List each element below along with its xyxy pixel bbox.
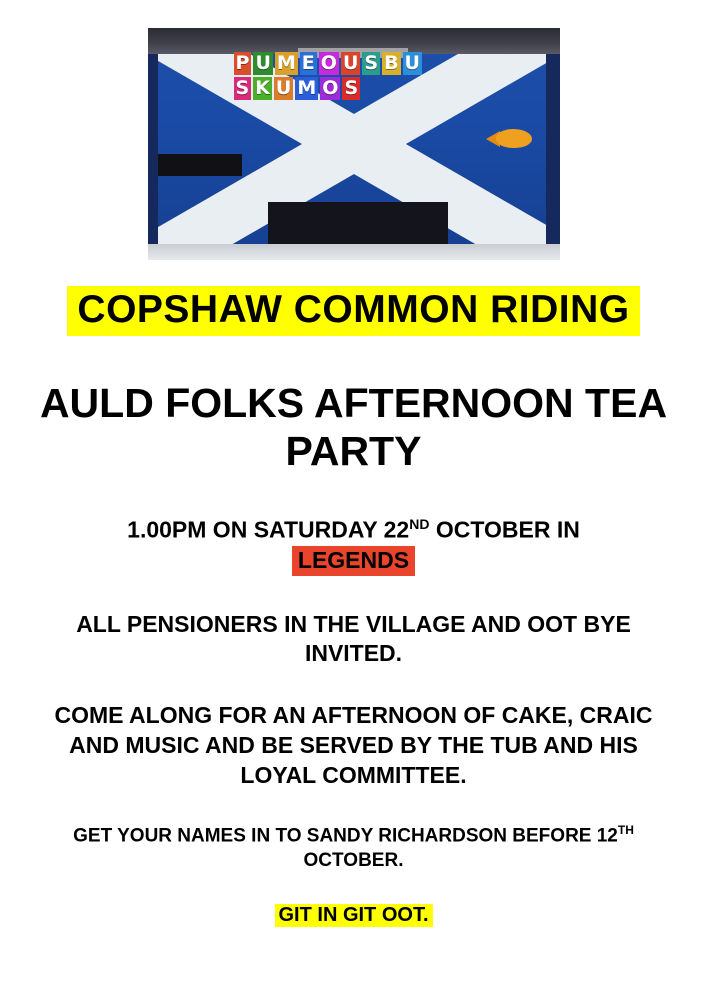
- rsvp-prefix: GET YOUR NAMES IN TO SANDY RICHARDSON BEFORE 12: [73, 825, 618, 847]
- banner-letter: U: [275, 77, 292, 99]
- footer-text: GIT IN GIT OOT.: [278, 903, 429, 926]
- when-ordinal-suffix: ND: [409, 516, 430, 533]
- photo-right-edge: [546, 54, 560, 244]
- venue-text: LEGENDS: [297, 546, 410, 573]
- banner-letter: M: [276, 52, 296, 74]
- banner-letter: O: [320, 52, 337, 74]
- photo-left-edge: [148, 54, 158, 244]
- photo-dark-block-bottom: [268, 202, 448, 244]
- details-paragraph: COME ALONG FOR AN AFTERNOON OF CAKE, CRAIC AND MUSIC AND BE SERVED BY THE TUB AND HIS LOYAL COMMITTEE.: [54, 702, 653, 789]
- banner-letter: U: [404, 52, 420, 74]
- banner-letter: U: [342, 52, 359, 74]
- headline-highlight: [67, 286, 639, 336]
- banner-letter: U: [255, 52, 271, 74]
- event-when-block: [34, 515, 674, 575]
- banner-letter: S: [364, 52, 379, 74]
- banner-letter: S: [235, 77, 250, 99]
- photo-bottom-strip: [148, 244, 560, 260]
- event-title: AULD FOLKS AFTERNOON TEA PARTY: [39, 380, 668, 474]
- rsvp-ordinal-suffix: TH: [617, 822, 634, 837]
- banner-letter: S: [344, 77, 359, 99]
- banner-letter: O: [322, 77, 339, 99]
- saltire-flag-photo: [148, 28, 560, 260]
- photo-dark-block-left: [158, 154, 242, 176]
- banner-letter: P: [235, 52, 250, 74]
- banner-letter: E: [301, 52, 315, 74]
- rsvp-suffix: OCTOBER.: [303, 850, 404, 871]
- invitation-paragraph: ALL PENSIONERS IN THE VILLAGE AND OOT BYE INVITED.: [76, 610, 631, 667]
- fish-icon: [486, 126, 538, 152]
- when-prefix: 1.00PM ON SATURDAY 22: [127, 516, 410, 543]
- footer-highlight: [275, 904, 433, 927]
- headline-text: COPSHAW COMMON RIDING: [77, 288, 630, 331]
- banner-cutout-letters: [234, 52, 424, 120]
- venue-highlight: [292, 546, 415, 576]
- banner-letter: M: [297, 77, 317, 99]
- banner-letter: B: [384, 52, 399, 74]
- banner-letter: K: [255, 77, 270, 99]
- rsvp-paragraph: [34, 823, 674, 874]
- when-suffix: OCTOBER IN: [429, 516, 580, 543]
